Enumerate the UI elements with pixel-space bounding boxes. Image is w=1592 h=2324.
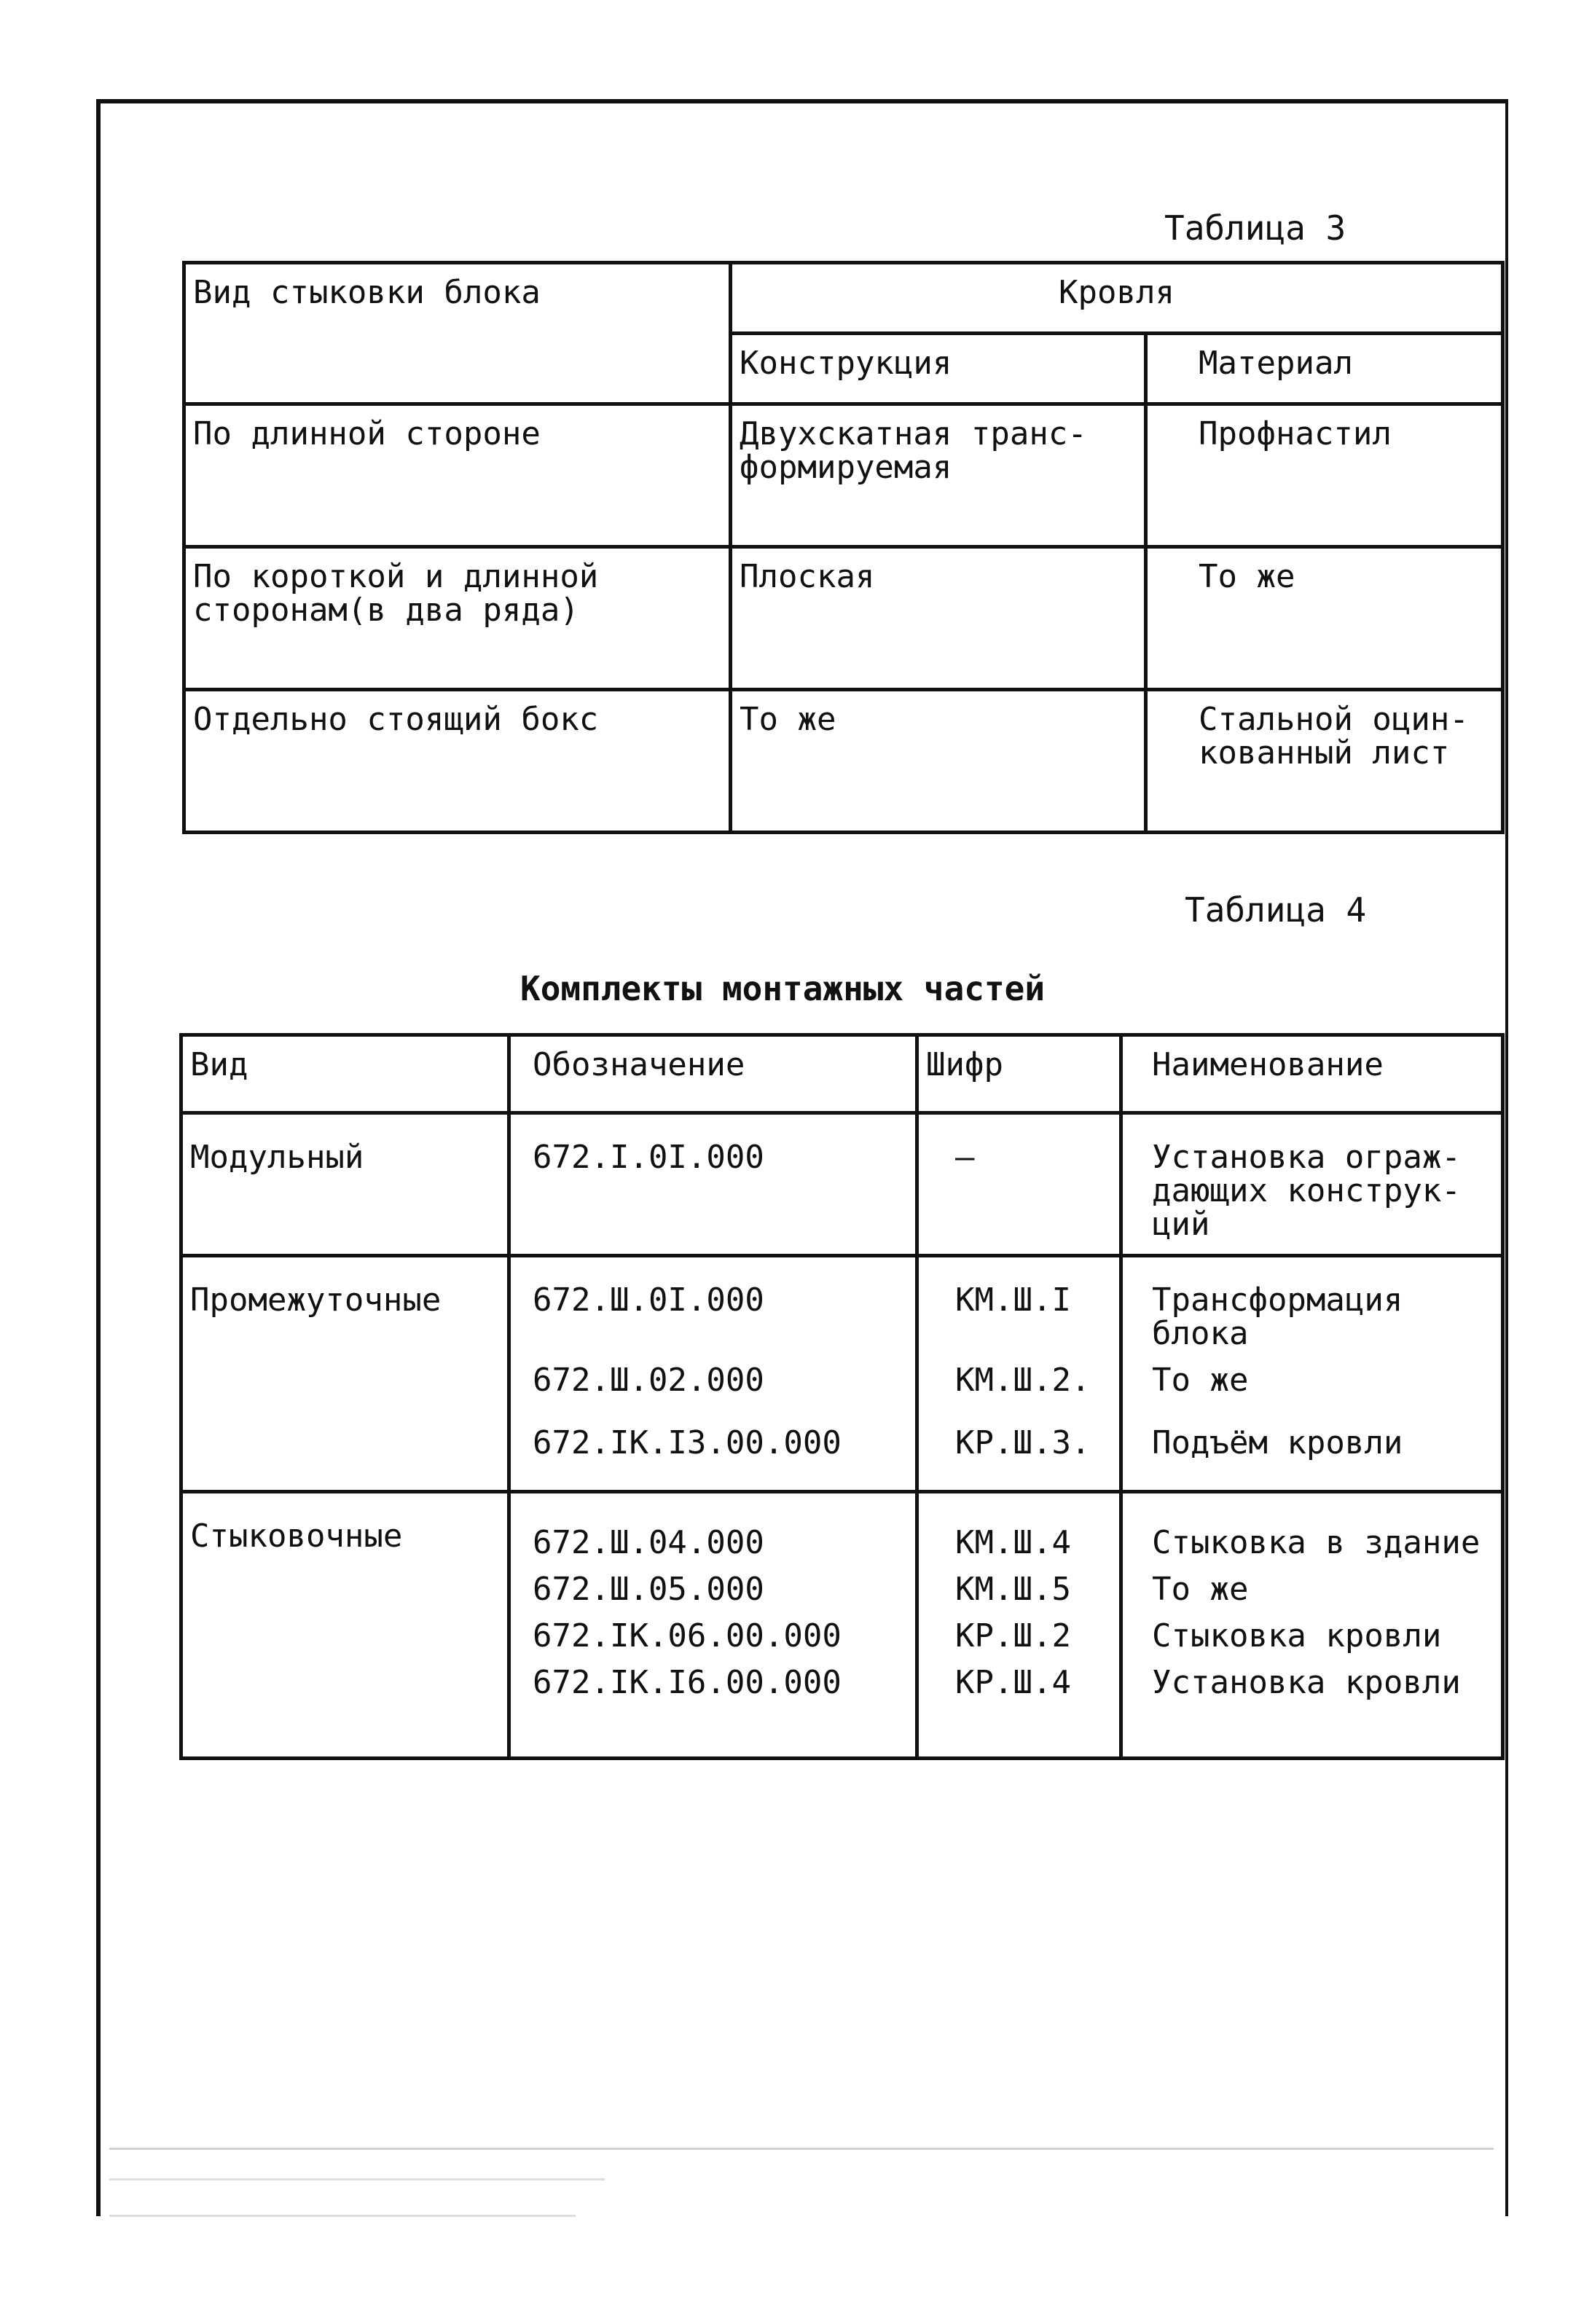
name-line: То же [1152, 1571, 1249, 1608]
table4-cell-code [917, 1492, 1121, 1759]
table-row [181, 1256, 1503, 1492]
designation-line: 672.IK.06.00.000 [533, 1617, 842, 1654]
code-line: КМ.Ш.2. [955, 1362, 1091, 1399]
table4-cell-kind: Стыковочные [181, 1492, 509, 1759]
table4-cell-designation [509, 1492, 917, 1759]
table3-cell-material: Стальной оцин- кованный лист [1146, 690, 1503, 833]
name-line: Трансформация блока [1152, 1281, 1403, 1352]
code-line: КМ.Ш.I [955, 1281, 1071, 1319]
table3-cell-type: По короткой и длинной сторонам(в два ряда) [184, 547, 731, 690]
table3 [182, 261, 1505, 834]
code-line: КМ.Ш.5 [955, 1571, 1071, 1608]
name-line: Установка кровли [1152, 1664, 1461, 1701]
scan-artifact-line [109, 2215, 576, 2217]
table3-cell-material: То же [1146, 547, 1503, 690]
table-row [181, 1113, 1503, 1256]
table4-header-code: Шифр [917, 1035, 1121, 1113]
designation-line: 672.Ш.0I.000 [533, 1281, 764, 1319]
scan-artifact-line [109, 2178, 605, 2180]
table3-cell-type: По длинной стороне [184, 404, 731, 547]
name-line: Стыковка в здание [1152, 1524, 1481, 1561]
table-row [184, 547, 1503, 690]
table4-header-name: Наименование [1121, 1035, 1503, 1113]
table3-cell-material: Профнастил [1146, 404, 1503, 547]
table3-cell-construction: То же [731, 690, 1146, 833]
table4-cell-code [917, 1256, 1121, 1492]
code-line: КР.Ш.3. [955, 1424, 1091, 1461]
table-row [184, 690, 1503, 833]
name-line: Стыковка кровли [1152, 1617, 1442, 1654]
table4-cell-kind: Промежуточные [181, 1256, 509, 1492]
code-line: КР.Ш.4 [955, 1664, 1071, 1701]
table4-cell-kind: Модульный [181, 1113, 509, 1256]
scan-artifact-line [109, 2148, 1494, 2150]
table4-cell-name [1121, 1492, 1503, 1759]
table4 [179, 1033, 1505, 1760]
name-line: То же [1152, 1362, 1249, 1399]
table4-heading: Комплекты монтажных частей [520, 969, 1046, 1008]
table4-cell-code: – [917, 1113, 1121, 1256]
designation-line: 672.Ш.05.000 [533, 1571, 764, 1608]
table3-cell-type: Отдельно стоящий бокс [184, 690, 731, 833]
designation-line: 672.Ш.04.000 [533, 1524, 764, 1561]
code-line: КР.Ш.2 [955, 1617, 1071, 1654]
table3-cell-construction: Двухскатная транс- формируемая [731, 404, 1146, 547]
table3-cell-construction: Плоская [731, 547, 1146, 690]
table4-cell-designation [509, 1256, 917, 1492]
name-line: Подъём кровли [1152, 1424, 1403, 1461]
table4-header-kind: Вид [181, 1035, 509, 1113]
table3-header-construction: Конструкция [731, 334, 1146, 404]
table3-header-roof: Кровля [731, 263, 1503, 334]
table4-header-designation: Обозначение [509, 1035, 917, 1113]
table4-cell-designation: 672.I.0I.000 [509, 1113, 917, 1256]
table-row [181, 1492, 1503, 1759]
table3-header-material: Материал [1146, 334, 1503, 404]
designation-line: 672.IK.I6.00.000 [533, 1664, 842, 1701]
designation-line: 672.Ш.02.000 [533, 1362, 764, 1399]
code-line: КМ.Ш.4 [955, 1524, 1071, 1561]
designation-line: 672.IK.I3.00.000 [533, 1424, 842, 1461]
table4-cell-name: Установка ограж- дающих конструк- ций [1121, 1113, 1503, 1256]
table-row [184, 404, 1503, 547]
table3-title: Таблица 3 [1164, 208, 1346, 248]
table4-title: Таблица 4 [1185, 890, 1367, 930]
table4-cell-name [1121, 1256, 1503, 1492]
table3-header-type: Вид стыковки блока [184, 263, 731, 404]
